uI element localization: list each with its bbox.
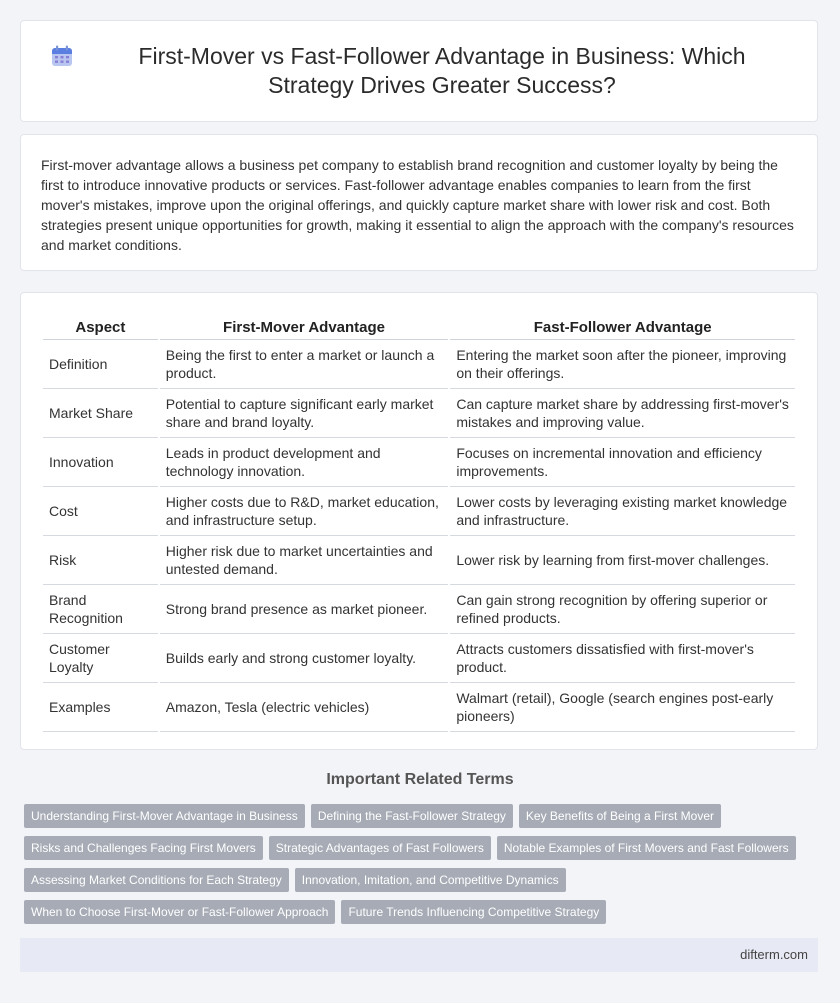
aspect-cell: Risk xyxy=(43,536,158,585)
related-term-link[interactable]: Assessing Market Conditions for Each Strategy xyxy=(24,868,289,892)
aspect-cell: Innovation xyxy=(43,438,158,487)
aspect-cell: Brand Recognition xyxy=(43,585,158,634)
fast-follower-cell: Can gain strong recognition by offering superior or refined products. xyxy=(450,585,795,634)
page-title: First-Mover vs Fast-Follower Advantage in Business: Which Strategy Drives Greater Success? xyxy=(138,43,746,98)
related-term-link[interactable]: Risks and Challenges Facing First Movers xyxy=(24,836,263,860)
related-term-link[interactable]: When to Choose First-Mover or Fast-Follower Approach xyxy=(24,900,335,924)
aspect-cell: Examples xyxy=(43,683,158,732)
column-header-first-mover: First-Mover Advantage xyxy=(160,315,449,340)
fast-follower-cell: Lower costs by leveraging existing market knowledge and infrastructure. xyxy=(450,487,795,536)
related-term-link[interactable]: Key Benefits of Being a First Mover xyxy=(519,804,721,828)
first-mover-cell: Amazon, Tesla (electric vehicles) xyxy=(160,683,449,732)
first-mover-cell: Being the first to enter a market or launch a product. xyxy=(160,340,449,389)
table-row xyxy=(43,634,795,683)
aspect-cell: Cost xyxy=(43,487,158,536)
first-mover-cell: Leads in product development and technology innovation. xyxy=(160,438,449,487)
footer xyxy=(20,938,818,972)
table-row xyxy=(43,438,795,487)
table-row xyxy=(43,683,795,732)
first-mover-cell: Higher risk due to market uncertainties and untested demand. xyxy=(160,536,449,585)
table-row xyxy=(43,487,795,536)
intro-card xyxy=(20,134,818,271)
column-header-aspect: Aspect xyxy=(43,315,158,340)
aspect-cell: Customer Loyalty xyxy=(43,634,158,683)
related-term-link[interactable]: Defining the Fast-Follower Strategy xyxy=(311,804,513,828)
table-row xyxy=(43,389,795,438)
related-terms-list xyxy=(24,804,814,924)
intro-paragraph: First-mover advantage allows a business pet company to establish brand recognition and customer loyalty by being the first to introduce innovative products or services. Fast-follower advantage enables companies to learn from the first mover's mistakes, improve upon the original offerings, and quickly capture market share with lower risk and cost. Both strategies present unique opportunities for growth, making it essential to align the approach with the company's resources and market conditions. xyxy=(41,157,794,253)
fast-follower-cell: Attracts customers dissatisfied with first-mover's product. xyxy=(450,634,795,683)
first-mover-cell: Higher costs due to R&D, market education, and infrastructure setup. xyxy=(160,487,449,536)
fast-follower-cell: Lower risk by learning from first-mover challenges. xyxy=(450,536,795,585)
related-term-link[interactable]: Understanding First-Mover Advantage in Business xyxy=(24,804,305,828)
first-mover-cell: Strong brand presence as market pioneer. xyxy=(160,585,449,634)
column-header-fast-follower: Fast-Follower Advantage xyxy=(450,315,795,340)
table-header-row xyxy=(43,315,795,340)
table-row xyxy=(43,340,795,389)
table-row xyxy=(43,585,795,634)
related-term-link[interactable]: Innovation, Imitation, and Competitive Dynamics xyxy=(295,868,566,892)
related-term-link[interactable]: Strategic Advantages of Fast Followers xyxy=(269,836,491,860)
aspect-cell: Market Share xyxy=(43,389,158,438)
table-row xyxy=(43,536,795,585)
site-name[interactable]: difterm.com xyxy=(740,947,808,962)
related-terms-heading: Important Related Terms xyxy=(326,771,514,788)
fast-follower-cell: Walmart (retail), Google (search engines post-early pioneers) xyxy=(450,683,795,732)
related-term-link[interactable]: Future Trends Influencing Competitive Strategy xyxy=(341,900,606,924)
first-mover-cell: Builds early and strong customer loyalty. xyxy=(160,634,449,683)
aspect-cell: Definition xyxy=(43,340,158,389)
first-mover-cell: Potential to capture significant early market share and brand loyalty. xyxy=(160,389,449,438)
calendar-icon xyxy=(51,45,73,67)
fast-follower-cell: Focuses on incremental innovation and efficiency improvements. xyxy=(450,438,795,487)
title-card xyxy=(20,20,818,122)
related-term-link[interactable]: Notable Examples of First Movers and Fast Followers xyxy=(497,836,796,860)
fast-follower-cell: Entering the market soon after the pioneer, improving on their offerings. xyxy=(450,340,795,389)
comparison-card xyxy=(20,292,818,750)
comparison-table xyxy=(41,315,797,732)
fast-follower-cell: Can capture market share by addressing first-mover's mistakes and improving value. xyxy=(450,389,795,438)
